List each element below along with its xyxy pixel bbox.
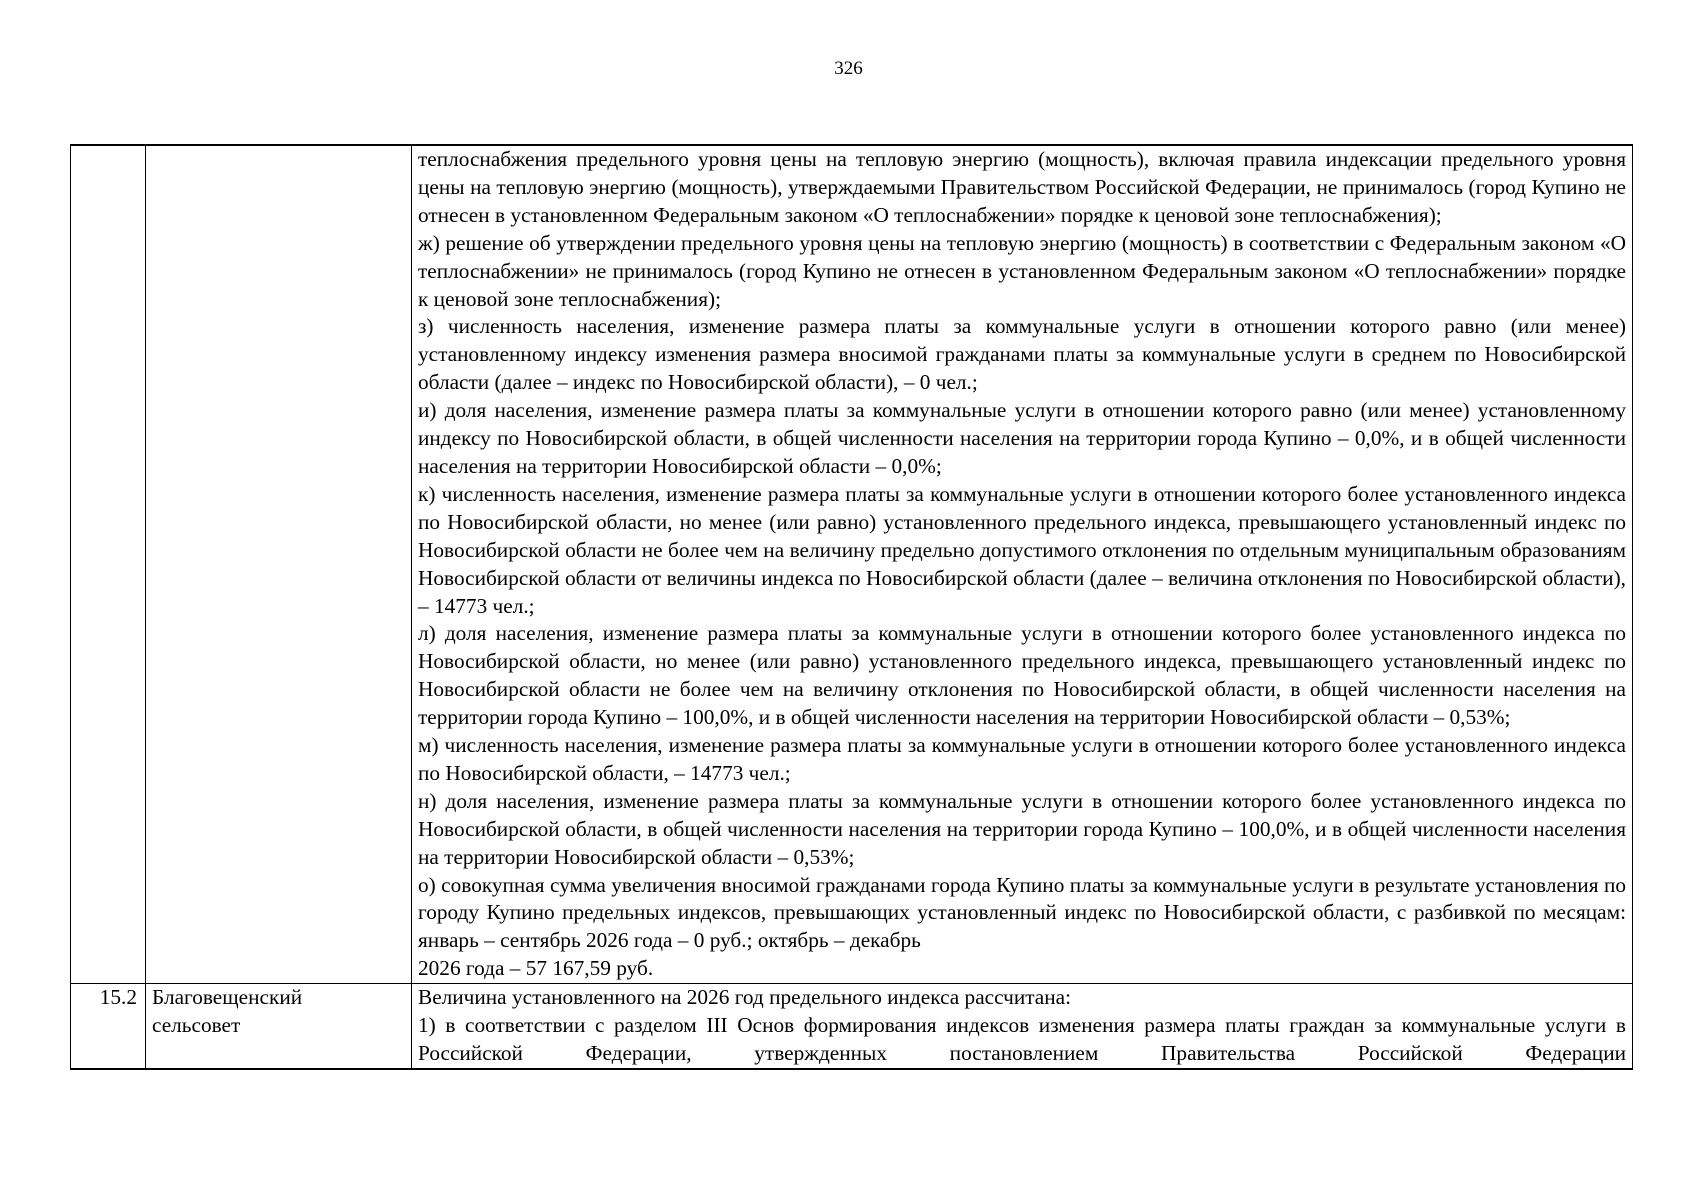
description-cell: [412, 145, 1633, 984]
document-table: [70, 144, 1633, 1070]
paragraph: 1) в соответствии с разделом III Основ формирования индексов изменения размера платы граждан за коммунальные услуги в Российской Федерации, утвержденных постановлением Правительства Российской Федерации: [418, 1013, 1626, 1065]
paragraph: теплоснабжения предельного уровня цены на тепловую энергию (мощность), включая правила индексации предельного уровня цены на тепловую энергию (мощность), утверждаемыми Правительством Российской Федерации, не принималось (город Купино не отнесен в установленном Федеральным законом «О теплоснабжении» порядке к ценовой зоне теплоснабжения);: [418, 147, 1626, 227]
paragraph: 2026 года – 57 167,59 руб.: [418, 956, 654, 981]
municipality-name-line: сельсовет: [152, 1013, 241, 1038]
page-number: 326: [834, 58, 863, 79]
row-number-cell: 15.2: [71, 984, 146, 1069]
paragraph: Величина установленного на 2026 год предельного индекса рассчитана:: [418, 985, 1072, 1010]
paragraph: к) численность населения, изменение размера платы за коммунальные услуги в отношении которого более установленного индекса по Новосибирской области, но менее (или равно) установленного предельного индекса, превышающего установленный индекс по Новосибирской области не более чем на величину предельно допустимого отклонения по отдельным муниципальным образованиям Новосибирской области от величины индекса по Новосибирской области (далее – величина отклонения по Новосибирской области), – 14773 чел.;: [418, 481, 1626, 618]
paragraph: ж) решение об утверждении предельного уровня цены на тепловую энергию (мощность) в соответствии с Федеральным законом «О теплоснабжении» не принималось (город Купино не отнесен в установленном Федеральным законом «О теплоснабжении» порядке к ценовой зоне теплоснабжения);: [418, 230, 1626, 311]
paragraph: л) доля населения, изменение размера платы за коммунальные услуги в отношении которого более установленного индекса по Новосибирской области, но менее (или равно) установленного предельного индекса, превышающего установленный индекс по Новосибирской области не более чем на величину отклонения по Новосибирской области, в общей численности населения на территории города Купино – 100,0%, и в общей численности населения на территории Новосибирской области – 0,53%;: [418, 621, 1626, 730]
row-number-cell: [71, 145, 146, 984]
description-cell: [412, 984, 1633, 1069]
paragraph: н) доля населения, изменение размера платы за коммунальные услуги в отношении которого более установленного индекса по Новосибирской области, в общей численности населения на территории города Купино – 100,0%, и в общей численности населения на территории Новосибирской области – 0,53%;: [418, 788, 1626, 869]
municipality-name-line: Благовещенский: [152, 985, 303, 1010]
paragraph: о) совокупная сумма увеличения вносимой гражданами города Купино платы за коммунальные услуги в результате установления по городу Купино предельных индексов, превышающих установленный индекс по Новосибирской области, с разбивкой по месяцам: январь – сентябрь 2026 года – 0 руб.; октябрь – декабрь: [418, 872, 1626, 953]
paragraph: и) доля населения, изменение размера платы за коммунальные услуги в отношении которого равно (или менее) установленному индексу по Новосибирской области, в общей численности населения на территории города Купино – 0,0%, и в общей численности населения на территории Новосибирской области – 0,0%;: [418, 398, 1626, 478]
paragraph: м) численность населения, изменение размера платы за коммунальные услуги в отношении которого более установленного индекса по Новосибирской области, – 14773 чел.;: [418, 733, 1626, 785]
municipality-name-cell: [146, 984, 412, 1069]
municipality-name-cell: [146, 145, 412, 984]
paragraph: з) численность населения, изменение размера платы за коммунальные услуги в отношении которого равно (или менее) установленному индексу изменения размера вносимой гражданами платы за коммунальные услуги в среднем по Новосибирской области (далее – индекс по Новосибирской области), – 0 чел.;: [418, 314, 1626, 395]
table-row: [71, 145, 1633, 984]
table-row: [71, 984, 1633, 1069]
